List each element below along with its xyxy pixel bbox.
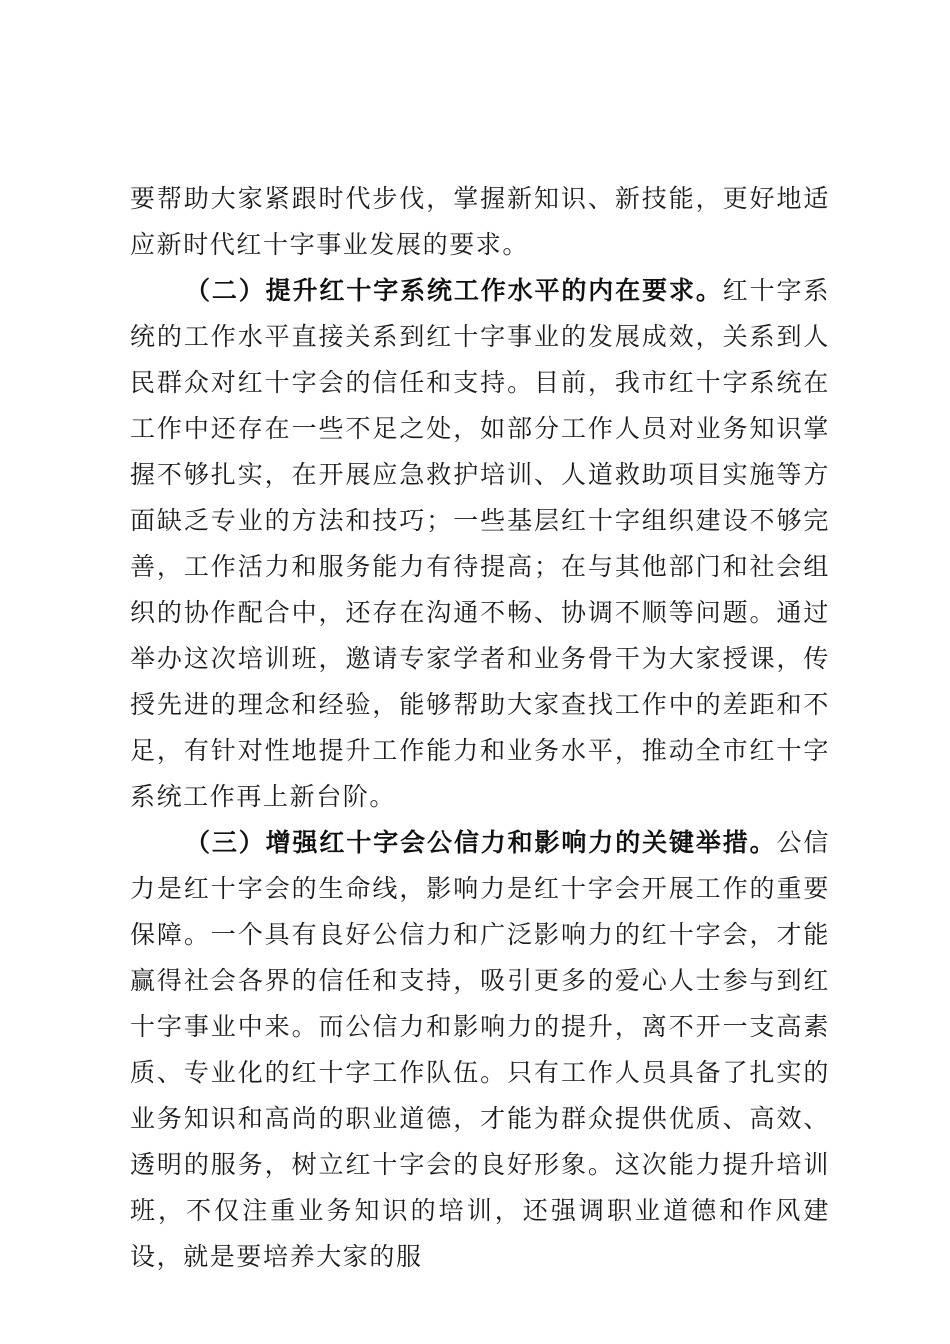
paragraph-body: 红十字系统的工作水平直接关系到红十字事业的发展成效，关系到人民群众对红十字会的信任和支持。目前，我市红十字系统在工作中还存在一些不足之处，如部分工作人员对业务知识掌握不够扎实，在开展应急救护培训、人道救助项目实施等方面缺乏专业的方法和技巧；一些基层红十字组织建设不够完善，工作活力和服务能力有待提高；在与其他部门和社会组织的协作配合中，还存在沟通不畅、协调不顺等问题。通过举办这次培训班，邀请专家学者和业务骨干为大家授课，传授先进的理念和经验，能够帮助大家查找工作中的差距和不足，有针对性地提升工作能力和业务水平，推动全市红十字系统工作再上新台阶。 [130, 276, 830, 811]
paragraph-section-3 [130, 820, 830, 1280]
section-heading: （三）增强红十字会公信力和影响力的关键举措。 [185, 828, 777, 857]
paragraph-body: 公信力是红十字会的生命线，影响力是红十字会开展工作的重要保障。一个具有良好公信力和广泛影响力的红十字会，才能赢得社会各界的信任和支持，吸引更多的爱心人士参与到红十字事业中来。而公信力和影响力的提升，离不开一支高素质、专业化的红十字工作队伍。只有工作人员具备了扎实的业务知识和高尚的职业道德，才能为群众提供优质、高效、透明的服务，树立红十字会的良好形象。这次能力提升培训班，不仅注重业务知识的培训，还强调职业道德和作风建设，就是要培养大家的服 [130, 828, 831, 1271]
paragraph-continuation [130, 176, 830, 268]
paragraph-section-2 [130, 268, 830, 820]
section-heading: （二）提升红十字系统工作水平的内在要求。 [185, 276, 723, 305]
document-body [130, 176, 830, 1280]
paragraph-body: 要帮助大家紧跟时代步伐，掌握新知识、新技能，更好地适应新时代红十字事业发展的要求。 [130, 184, 830, 259]
